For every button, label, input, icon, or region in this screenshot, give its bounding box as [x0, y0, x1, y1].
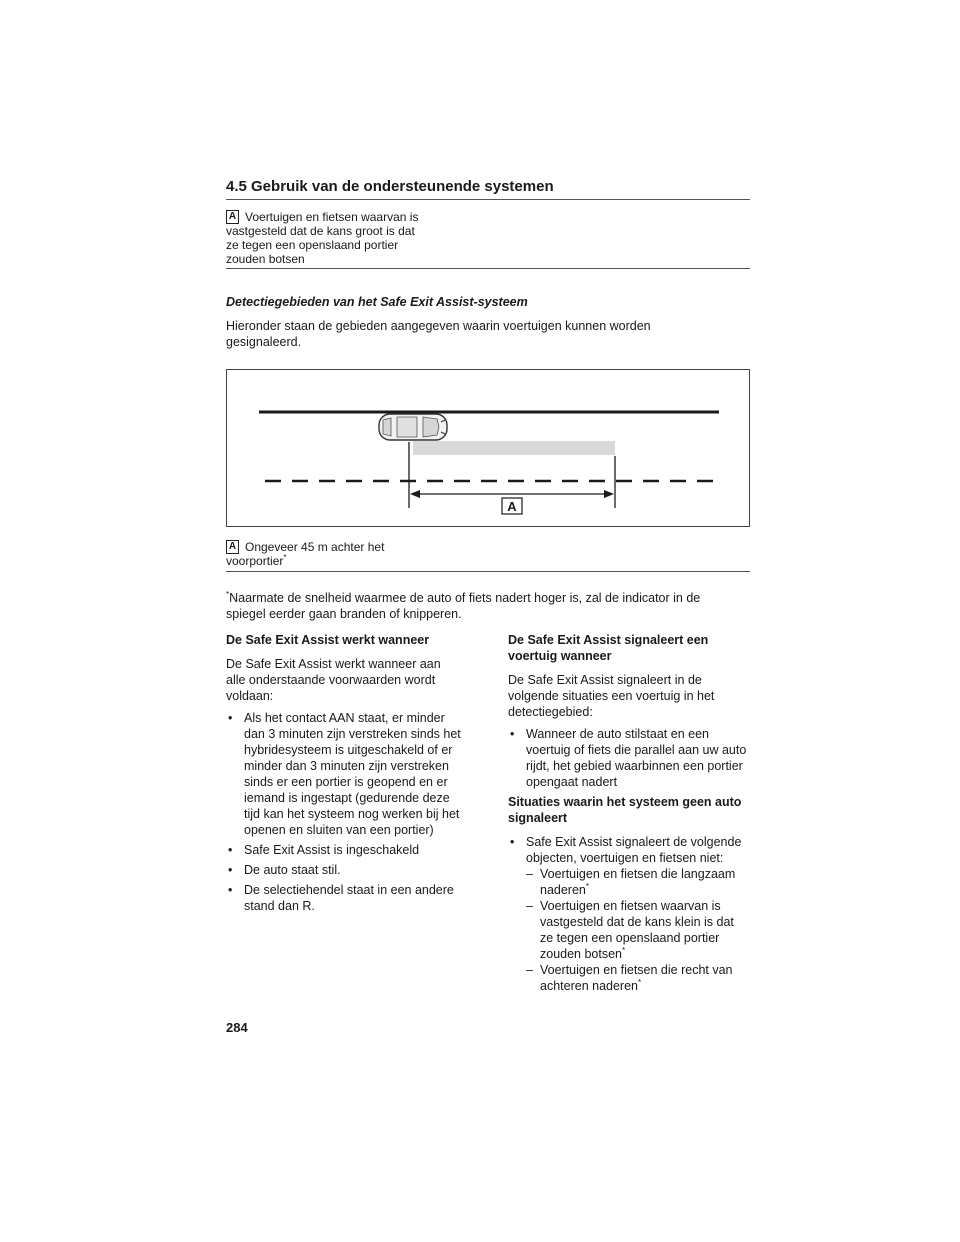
arrow-head-right — [604, 490, 614, 498]
diagram-legend-rule — [226, 571, 750, 572]
left-column — [226, 632, 462, 918]
conditions-list — [226, 710, 462, 914]
list-item-text: Safe Exit Assist signaleert de volgende objecten, voertuigen en fietsen niet: — [526, 835, 742, 865]
detection-zone — [413, 441, 615, 455]
legend-line: vastgesteld dat de kans groot is dat — [226, 224, 415, 238]
legend-badge-a: A — [226, 540, 239, 554]
no-signal-list — [508, 834, 748, 994]
page-number: 284 — [226, 1020, 248, 1035]
footnote-mark: * — [622, 945, 626, 955]
section-title: 4.5 Gebruik van de ondersteunende systemen — [226, 178, 554, 195]
right-heading-2: Situaties waarin het systeem geen auto signaleert — [508, 795, 742, 825]
footnote-mark: * — [283, 553, 287, 562]
list-item: • Wanneer de auto stilstaat en een voertuig of fiets die parallel aan uw auto rijdt, het gebied waarbinnen een portier opengaat nadert — [508, 726, 748, 790]
footnote-line: Naarmate de snelheid waarmee de auto of fiets nadert hoger is, zal de indicator in de — [229, 591, 701, 605]
intro-line: Hieronder staan de gebieden aangegeven waarin voertuigen kunnen worden — [226, 319, 651, 333]
legend-text — [245, 210, 418, 224]
diagram-legend — [226, 540, 486, 568]
right-column — [508, 632, 748, 998]
intro-line: gesignaleerd. — [226, 335, 302, 349]
footnote — [226, 590, 750, 622]
list-item: • Safe Exit Assist is ingeschakeld — [226, 842, 462, 858]
legend-rule — [226, 268, 750, 269]
list-item: • De auto staat stil. — [226, 862, 462, 878]
signal-list — [508, 726, 748, 790]
right-heading-1: De Safe Exit Assist signaleert een voertuig wanneer — [508, 633, 709, 663]
diagram-label-a: A — [507, 499, 517, 514]
legend-line: Ongeveer 45 m achter het — [245, 540, 385, 554]
legend-continued — [226, 224, 486, 266]
car-icon — [379, 414, 447, 440]
footnote-mark: * — [585, 881, 589, 891]
detection-intro — [226, 318, 746, 350]
arrow-head-left — [410, 490, 420, 498]
left-heading: De Safe Exit Assist werkt wanneer — [226, 633, 430, 647]
dash-item — [526, 898, 748, 962]
dash-item-text: Voertuigen en fietsen die langzaam naderen — [540, 867, 736, 897]
dash-item-text: Voertuigen en fietsen die recht van achteren naderen — [540, 963, 733, 993]
list-item: • De selectiehendel staat in een andere stand dan R. — [226, 882, 462, 914]
header-rule — [226, 199, 750, 200]
detection-heading: Detectiegebieden van het Safe Exit Assist-systeem — [226, 295, 528, 309]
legend-line: zouden botsen — [226, 252, 305, 266]
list-item — [508, 834, 748, 994]
top-legend — [226, 210, 486, 266]
list-item: • Als het contact AAN staat, er minder dan 3 minuten zijn verstreken sinds het hybridesysteem is uitgeschakeld of er minder dan 3 minuten zijn verstreken sinds er een portier is geopend en er iemand is ingestapt (gedurende deze tijd kan het systeem nog werken bij het openen en sluiten van een portier) — [226, 710, 462, 838]
dash-list — [526, 866, 748, 994]
footnote-mark: * — [226, 589, 230, 599]
left-intro: De Safe Exit Assist werkt wanneer aan alle onderstaande voorwaarden wordt voldaan: — [226, 657, 441, 703]
diagram-svg — [227, 370, 749, 526]
dash-item — [526, 866, 748, 898]
footnote-mark: * — [638, 977, 642, 987]
legend-line: ze tegen een openslaand portier — [226, 238, 399, 252]
legend-line: voorportier — [226, 554, 284, 568]
legend-badge-a: A — [226, 210, 239, 224]
dash-item-text: Voertuigen en fietsen waarvan is vastgesteld dat de kans klein is dat ze tegen een openslaand portier zouden botsen — [540, 899, 734, 961]
detection-diagram — [226, 369, 750, 527]
dash-item — [526, 962, 748, 994]
legend-line: Voertuigen en fietsen waarvan is — [245, 210, 419, 224]
right-intro-1: De Safe Exit Assist signaleert in de volgende situaties een voertuig in het detectiegebied: — [508, 673, 715, 719]
footnote-line: spiegel eerder gaan branden of knipperen. — [226, 607, 462, 621]
